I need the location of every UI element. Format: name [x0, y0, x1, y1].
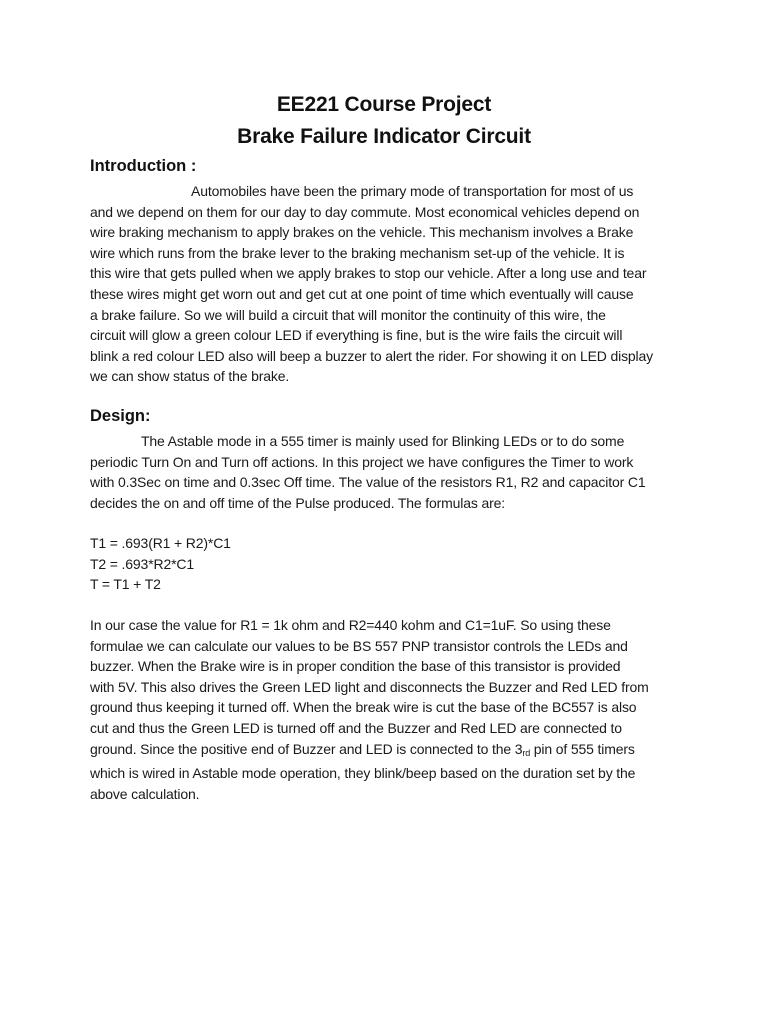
- ordinal-suffix: rd: [522, 747, 531, 758]
- design-paragraph: [90, 431, 690, 513]
- text-line: buzzer. When the Brake wire is in proper condition the base of this transistor is provided: [90, 658, 621, 675]
- document-subtitle: Brake Failure Indicator Circuit: [237, 125, 531, 148]
- text-line: [90, 739, 690, 764]
- text-line: wire braking mechanism to apply brakes on the vehicle. This mechanism involves a Brake: [90, 224, 634, 241]
- text-line: these wires might get worn out and get cut at one point of time which eventually will cause: [90, 285, 634, 302]
- introduction-paragraph: [90, 181, 690, 387]
- formula-block: [90, 533, 690, 595]
- formula-t1: T1 = .693(R1 + R2)*C1: [90, 535, 231, 551]
- introduction-heading: Introduction :: [90, 157, 197, 175]
- text-line: Automobiles have been the primary mode of transportation for most of us: [191, 183, 634, 199]
- text-segment: pin of 555 timers: [530, 740, 635, 757]
- formula-t2: T2 = .693*R2*C1: [90, 555, 194, 572]
- text-line: The Astable mode in a 555 timer is mainly used for Blinking LEDs or to do some: [141, 433, 625, 449]
- text-line: blink a red colour LED also will beep a buzzer to alert the rider. For showing it on LED display: [90, 347, 654, 364]
- design-heading: Design:: [90, 407, 151, 425]
- text-line: above calculation.: [90, 785, 200, 802]
- text-line: ground thus keeping it turned off. When the break wire is cut the base of the BC557 is also: [90, 699, 637, 716]
- text-line: cut and thus the Green LED is turned off and the Buzzer and Red LED are connected to: [90, 719, 622, 736]
- text-line: a brake failure. So we will build a circuit that will monitor the continuity of this wire, the: [90, 306, 606, 323]
- text-line: circuit will glow a green colour LED if everything is fine, but is the wire fails the circuit will: [90, 327, 623, 344]
- text-line: decides the on and off time of the Pulse produced. The formulas are:: [90, 494, 505, 511]
- document-title: EE221 Course Project: [276, 93, 492, 116]
- text-line: formulae we can calculate our values to be BS 557 PNP transistor controls the LEDs and: [90, 637, 628, 654]
- text-line: with 5V. This also drives the Green LED light and disconnects the Buzzer and Red LED from: [90, 678, 649, 695]
- text-line: wire which runs from the brake lever to the braking mechanism set-up of the vehicle. It is: [90, 244, 625, 261]
- calculation-paragraph: [90, 615, 690, 804]
- formula-t: T = T1 + T2: [90, 576, 161, 593]
- text-line: periodic Turn On and Turn off actions. In this project we have configures the Timer to work: [90, 453, 634, 470]
- text-line: we can show status of the brake.: [90, 368, 290, 385]
- text-line: which is wired in Astable mode operation, they blink/beep based on the duration set by the: [90, 765, 636, 782]
- text-line: and we depend on them for our day to day commute. Most economical vehicles depend on: [90, 203, 640, 220]
- text-line: this wire that gets pulled when we apply brakes to stop our vehicle. After a long use and tear: [90, 265, 647, 282]
- text-line: In our case the value for R1 = 1k ohm and R2=440 kohm and C1=1uF. So using these: [90, 617, 611, 633]
- text-line: with 0.3Sec on time and 0.3sec Off time. The value of the resistors R1, R2 and capacitor C1: [90, 474, 646, 491]
- text-segment: ground. Since the positive end of Buzzer and LED is connected to the 3: [90, 740, 523, 757]
